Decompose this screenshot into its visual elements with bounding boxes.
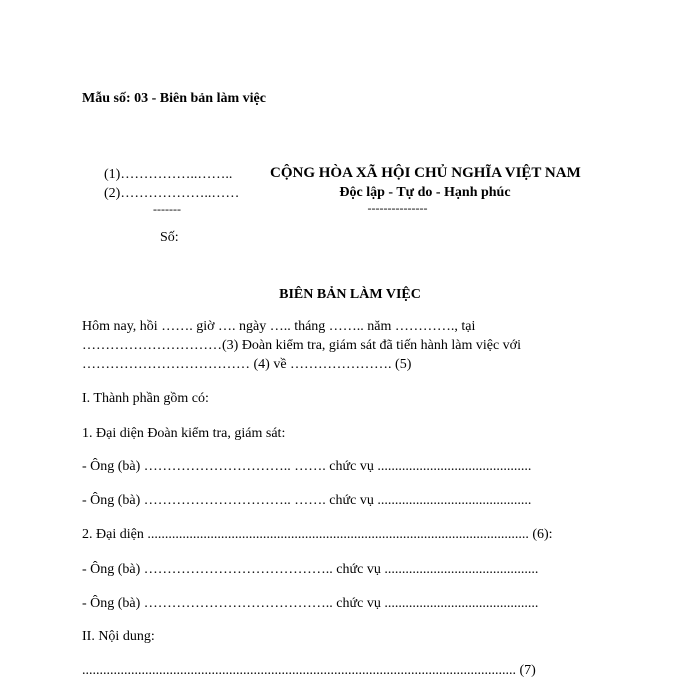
content-line: ............................................................................................................................ (7) xyxy=(82,663,536,678)
agency-underline: ------- xyxy=(153,202,181,216)
section-2-heading: II. Nội dung: xyxy=(82,629,155,644)
intro-line-1: Hôm nay, hồi ……. giờ …. ngày ….. tháng …….. năm …………., tại xyxy=(82,319,476,334)
member-row: - Ông (bà) ………………………….. ……. chức vụ ............................................ xyxy=(82,459,532,474)
member-row: - Ông (bà) ………………………………….. chức vụ ............................................ xyxy=(82,596,539,611)
subsection-1-heading: 1. Đại diện Đoàn kiểm tra, giám sát: xyxy=(82,426,286,441)
national-motto: Độc lập - Tự do - Hạnh phúc xyxy=(339,185,511,200)
intro-line-3: ……………………………… (4) về …………………. (5) xyxy=(82,357,412,372)
agency-line-2: (2)………………..…… xyxy=(104,186,240,201)
subsection-2-heading: 2. Đại diện ............................................................................................................. (6): xyxy=(82,527,553,542)
document-title: BIÊN BẢN LÀM VIỆC xyxy=(279,287,421,302)
motto-underline: --------------- xyxy=(367,201,428,215)
document-number-label: Số: xyxy=(160,230,179,245)
agency-line-1: (1)……………..…….. xyxy=(104,167,233,182)
intro-line-2: …………………………(3) Đoàn kiểm tra, giám sát đã tiến hành làm việc với xyxy=(82,338,521,353)
member-row: - Ông (bà) ………………………………….. chức vụ ............................................ xyxy=(82,562,539,577)
national-title: CỘNG HÒA XÃ HỘI CHỦ NGHĨA VIỆT NAM xyxy=(270,165,581,181)
section-1-heading: I. Thành phần gồm có: xyxy=(82,391,209,406)
member-row: - Ông (bà) ………………………….. ……. chức vụ ............................................ xyxy=(82,493,532,508)
form-label: Mẫu số: 03 - Biên bản làm việc xyxy=(82,91,266,106)
